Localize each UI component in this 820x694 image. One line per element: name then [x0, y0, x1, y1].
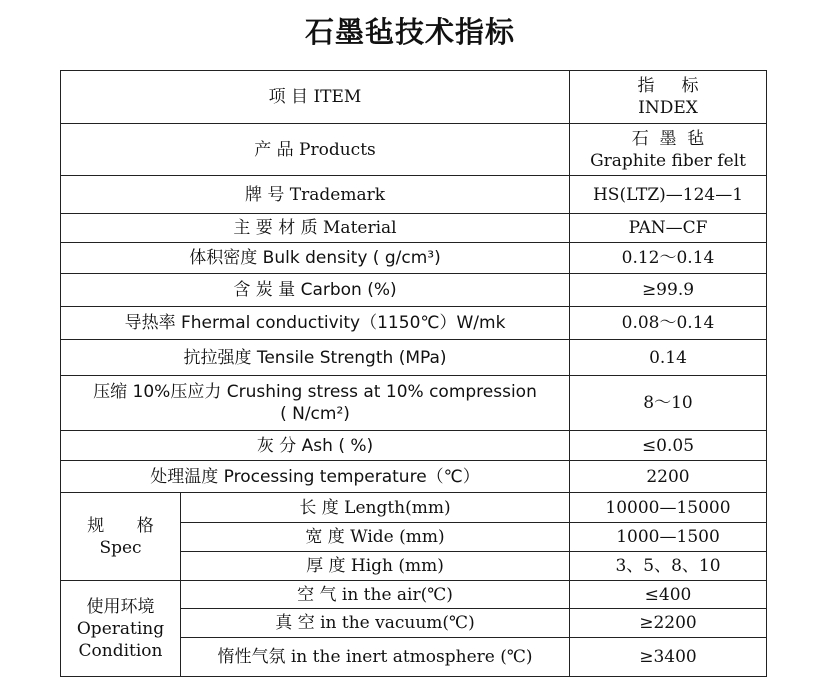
table-row-operating-air [61, 581, 767, 609]
table-row-thermal [61, 307, 767, 340]
spec-width-value: 1000—1500 [570, 523, 767, 552]
product-value-cell [570, 124, 767, 176]
table-row-trademark [61, 176, 767, 214]
processing-value: 2200 [570, 461, 767, 493]
header-index-en: INDEX [638, 98, 698, 118]
header-index-cn: 指 标 [637, 76, 699, 96]
processing-label: 处理温度 Processing temperature（℃） [61, 461, 570, 493]
operating-air-value: ≤400 [570, 581, 767, 609]
product-value-en: Graphite fiber felt [590, 150, 746, 171]
table-row-spec-length [61, 493, 767, 523]
spec-table [60, 70, 767, 677]
density-value: 0.12～0.14 [570, 243, 767, 274]
table-row-crushing [61, 376, 767, 431]
spec-length-label: 长 度 Length(mm) [181, 493, 570, 523]
operating-group-cn: 使用环境 [86, 596, 155, 617]
table-row-processing [61, 461, 767, 493]
table-row-ash [61, 431, 767, 461]
material-value: PAN—CF [570, 214, 767, 243]
crushing-label-line2: ( N/cm²) [280, 404, 350, 424]
operating-inert-value: ≥3400 [570, 638, 767, 677]
operating-vacuum-label: 真 空 in the vacuum(℃) [181, 609, 570, 638]
ash-label: 灰 分 Ash ( %) [61, 431, 570, 461]
trademark-label: 牌 号 Trademark [61, 176, 570, 214]
thermal-label: 导热率 Fhermal conductivity（1150℃）W/mk [61, 307, 570, 340]
operating-vacuum-value: ≥2200 [570, 609, 767, 638]
operating-group-en1: Operating [76, 618, 165, 639]
crushing-label-line1: 压缩 10%压应力 Crushing stress at 10% compression [93, 382, 537, 402]
crushing-label-cell [61, 376, 570, 431]
spec-width-label: 宽 度 Wide (mm) [181, 523, 570, 552]
page-title: 石墨毡技术指标 [304, 15, 515, 49]
trademark-value: HS(LTZ)—124—1 [570, 176, 767, 214]
operating-air-label: 空 气 in the air(℃) [181, 581, 570, 609]
density-label: 体积密度 Bulk density ( g/cm³) [61, 243, 570, 274]
spec-height-value: 3、5、8、10 [570, 552, 767, 581]
spec-length-value: 10000—15000 [570, 493, 767, 523]
product-label: 产 品 Products [61, 124, 570, 176]
table-row-tensile [61, 340, 767, 376]
table-row-material [61, 214, 767, 243]
header-index-cell [570, 71, 767, 124]
operating-inert-label: 惰性气氛 in the inert atmosphere (℃) [181, 638, 570, 677]
material-label: 主 要 材 质 Material [61, 214, 570, 243]
product-value-cn: 石 墨 毡 [631, 128, 705, 149]
table-header-row [61, 71, 767, 124]
operating-group-en2: Condition [78, 640, 163, 661]
ash-value: ≤0.05 [570, 431, 767, 461]
carbon-label: 含 炭 量 Carbon (%) [61, 274, 570, 307]
thermal-value: 0.08～0.14 [570, 307, 767, 340]
table-row-carbon [61, 274, 767, 307]
spec-group-cn: 规 格 [87, 515, 154, 536]
crushing-value: 8～10 [570, 376, 767, 431]
operating-group-cell [61, 581, 181, 677]
tensile-label: 抗拉强度 Tensile Strength (MPa) [61, 340, 570, 376]
spec-group-en: Spec [99, 537, 142, 558]
header-item-cell: 项 目 ITEM [61, 71, 570, 124]
tensile-value: 0.14 [570, 340, 767, 376]
table-row-density [61, 243, 767, 274]
spec-height-label: 厚 度 High (mm) [181, 552, 570, 581]
carbon-value: ≥99.9 [570, 274, 767, 307]
spec-group-cell [61, 493, 181, 581]
table-row-product [61, 124, 767, 176]
